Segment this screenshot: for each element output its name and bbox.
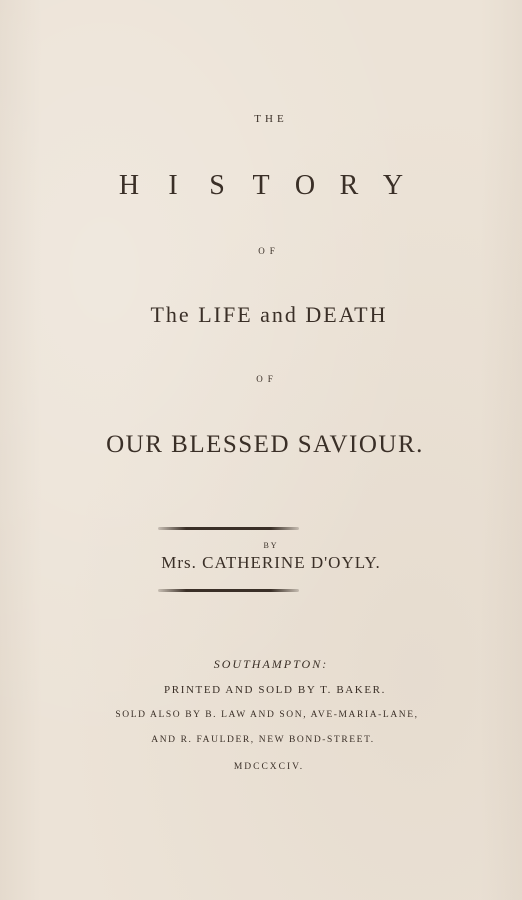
title-life-and-death: The LIFE and DEATH [150,302,388,327]
title-of-2: OF [256,374,278,384]
ornamental-rule-bottom [158,589,299,592]
title-of-1: OF [258,246,280,256]
title-saviour: OUR BLESSED SAVIOUR. [106,431,424,458]
author-name: Mrs. CATHERINE D'OYLY. [161,553,381,572]
title-the: THE [254,113,288,125]
history-letter: O [294,170,316,201]
history-letter: H [118,170,140,201]
history-letter: I [168,170,178,201]
imprint-faulder: AND R. FAULDER, NEW BOND-STREET. [151,735,375,745]
history-letter: Y [382,170,404,201]
imprint-place: SOUTHAMPTON: [213,657,329,671]
byline-by: BY [263,541,279,550]
imprint-sold-also: SOLD ALSO BY B. LAW AND SON, AVE-MARIA-LANE, [115,710,419,720]
imprint-printer: PRINTED AND SOLD BY T. BAKER. [164,684,386,696]
imprint-year: MDCCXCIV. [233,762,305,772]
title-history [0,170,522,202]
ornamental-rule-top [158,527,299,530]
history-letter: R [339,170,359,201]
history-letter: T [252,170,270,201]
history-letter: S [209,170,225,201]
